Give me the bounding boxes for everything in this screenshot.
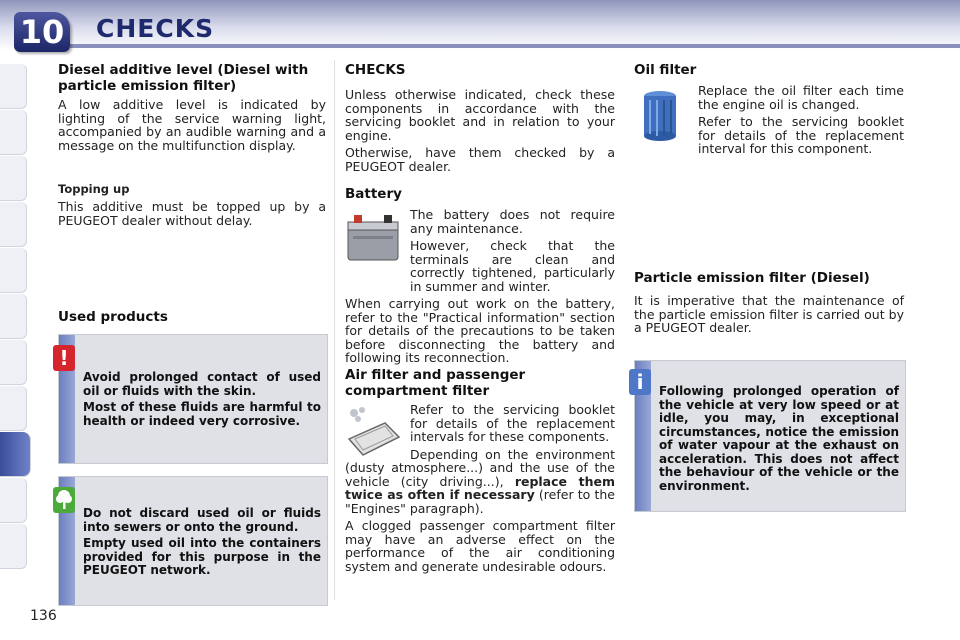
side-tab-4[interactable] xyxy=(0,202,27,247)
used-products-section xyxy=(58,309,326,325)
air-filter-text-2-bold: replace them twice as often if necessary xyxy=(345,473,616,502)
checks-section xyxy=(345,62,615,173)
checks-heading: CHECKS xyxy=(345,62,406,78)
environment-box xyxy=(58,476,328,606)
checks-text-2: Otherwise, have them checked by a PEUGEOT dealer. xyxy=(345,145,615,174)
air-filter-text-2a: Depending on the environment (dusty atmosphere...) and the use of the vehicle (city driving...), xyxy=(345,446,615,489)
warning-text-2: Most of these fluids are harmful to health or indeed very corrosive. xyxy=(83,400,321,428)
air-filter-illustration xyxy=(345,405,403,459)
environment-text-1: Do not discard used oil or fluids into sewers or onto the ground. xyxy=(83,506,321,534)
side-tab-checks-active[interactable] xyxy=(0,432,31,477)
side-tab-2[interactable] xyxy=(0,110,27,155)
page-number: 136 xyxy=(30,608,57,624)
battery-text-1: The battery does not require any maintenance. xyxy=(410,207,615,236)
diesel-additive-text: A low additive level is indicated by lighting of the service warning light, accompanied by an audible warning and a message on the multifunction display. xyxy=(58,97,326,153)
side-tab-5[interactable] xyxy=(0,248,27,293)
air-filter-text-2b: (refer to the "Engines" paragraph). xyxy=(345,487,615,516)
info-text-body: Following prolonged operation of the vehicle at very low speed or at idle, you may, in exceptional circumstances, notice the emission of water vapour at the exhaust on acceleration. This does not affect the behaviour of the vehicle or the environment. xyxy=(659,384,899,493)
side-tab-6[interactable] xyxy=(0,294,27,339)
info-box xyxy=(634,360,906,512)
topping-up-section xyxy=(58,182,326,227)
battery-section xyxy=(345,186,615,365)
side-tab-3[interactable] xyxy=(0,156,27,201)
air-filter-section xyxy=(345,367,615,573)
environment-text-2: Empty used oil into the containers provided for this purpose in the PEUGEOT network. xyxy=(83,536,321,577)
diesel-additive-heading: Diesel additive level (Diesel with particle emission filter) xyxy=(58,62,309,94)
tree-icon xyxy=(53,487,75,513)
warning-icon: ! xyxy=(53,345,75,371)
topping-up-heading: Topping up xyxy=(58,182,130,196)
side-tab-1[interactable] xyxy=(0,64,27,109)
oil-filter-heading: Oil filter xyxy=(634,62,697,78)
battery-text-2: However, check that the terminals are clean and correctly tightened, particularly in summer and winter. xyxy=(410,238,615,294)
battery-heading: Battery xyxy=(345,186,402,202)
battery-illustration xyxy=(345,210,403,266)
side-tab-10[interactable] xyxy=(0,478,27,523)
oil-filter-text-2: Refer to the servicing booklet for details of the replacement interval for this component. xyxy=(698,114,904,156)
info-text xyxy=(659,385,899,496)
used-products-heading: Used products xyxy=(58,309,168,325)
particle-filter-heading: Particle emission filter (Diesel) xyxy=(634,270,870,286)
air-filter-heading: Air filter and passenger compartment filter xyxy=(345,367,526,399)
battery-text-inset xyxy=(410,208,615,235)
warning-box xyxy=(58,334,328,464)
particle-filter-section xyxy=(634,270,904,335)
oil-filter-section xyxy=(634,62,904,156)
warning-text xyxy=(83,371,321,431)
oil-filter-illustration xyxy=(640,88,680,144)
diesel-additive-section xyxy=(58,62,326,152)
particle-filter-text: It is imperative that the maintenance of the particle emission filter is carried out by a PEUGEOT dealer. xyxy=(634,293,904,335)
oil-filter-text-1: Replace the oil filter each time the engine oil is changed. xyxy=(698,83,904,112)
side-tab-7[interactable] xyxy=(0,340,27,385)
environment-text xyxy=(83,507,321,581)
side-tab-8[interactable] xyxy=(0,386,27,431)
column-divider xyxy=(334,60,335,600)
info-icon: i xyxy=(629,369,651,395)
topping-up-text: This additive must be topped up by a PEUGEOT dealer without delay. xyxy=(58,199,326,228)
warning-text-1: Avoid prolonged contact of used oil or fluids with the skin. xyxy=(83,370,321,398)
header-divider xyxy=(70,44,960,48)
chapter-number: 10 xyxy=(14,12,70,52)
checks-text-1: Unless otherwise indicated, check these components in accordance with the servicing booklet and in relation to your engine. xyxy=(345,87,615,143)
side-tab-11[interactable] xyxy=(0,524,27,569)
air-filter-text-1: Refer to the servicing booklet for details of the replacement intervals for these components. xyxy=(410,402,615,444)
air-filter-text-3: A clogged passenger compartment filter may have an adverse effect on the performance of the air conditioning system and generate undesirable odours. xyxy=(345,518,615,574)
battery-text-3: When carrying out work on the battery, refer to the "Practical information" section for details of the precautions to be taken before disconnecting the battery and following its reconnection. xyxy=(345,296,615,365)
page-title: CHECKS xyxy=(96,14,215,43)
